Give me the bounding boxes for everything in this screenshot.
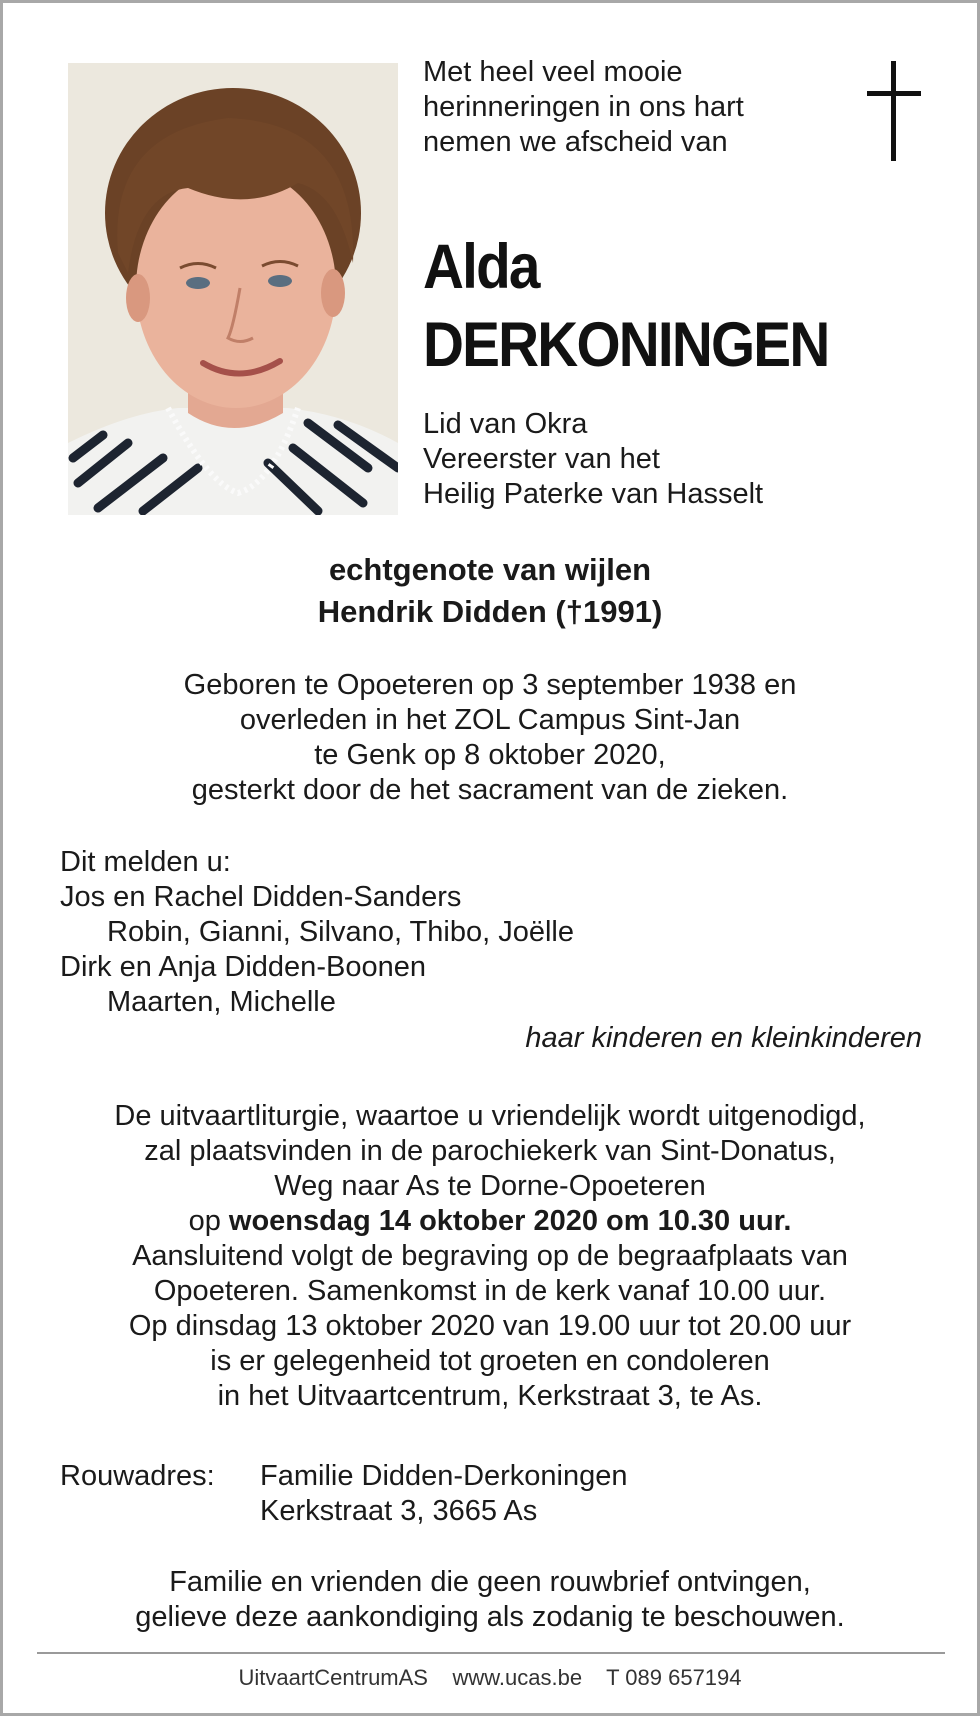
address-line: Familie Didden-Derkoningen <box>260 1460 628 1492</box>
birth-death-info <box>3 668 977 808</box>
footer-phone: T 089 657194 <box>606 1665 742 1690</box>
affiliation-line: Vereerster van het <box>423 443 660 475</box>
funeral-line: is er gelegenheid tot groeten en condoleren <box>210 1345 770 1377</box>
affiliation-line: Heilig Paterke van Hasselt <box>423 478 764 510</box>
family-name: Dirk en Anja Didden-Boonen <box>60 951 426 983</box>
intro-line: herinneringen in ons hart <box>423 91 744 123</box>
notification-heading: Dit melden u: <box>60 846 231 878</box>
birth-death-line: te Genk op 8 oktober 2020, <box>314 739 666 771</box>
intro-line: nemen we afscheid van <box>423 126 728 158</box>
address-line: Kerkstraat 3, 3665 As <box>260 1495 538 1527</box>
intro-text <box>423 55 744 160</box>
birth-death-line: Geboren te Opoeteren op 3 september 1938 en <box>183 669 797 701</box>
funeral-line: Aansluitend volgt de begraving op de begraafplaats van <box>132 1240 848 1272</box>
latin-cross-icon <box>865 61 925 161</box>
grandchildren-names: Maarten, Michelle <box>107 986 336 1018</box>
funeral-line: zal plaatsvinden in de parochiekerk van Sint-Donatus, <box>144 1135 836 1167</box>
intro-line: Met heel veel mooie <box>423 56 683 88</box>
last-name: DERKONINGEN <box>423 310 829 380</box>
spouse-line: echtgenote van wijlen <box>328 552 652 587</box>
grandchildren-names: Robin, Gianni, Silvano, Thibo, Joëlle <box>107 916 574 948</box>
portrait-photo <box>68 63 398 515</box>
closing-line: gelieve deze aankondiging als zodanig te beschouwen. <box>135 1601 845 1633</box>
family-name: Jos en Rachel Didden-Sanders <box>60 881 462 913</box>
birth-death-line: overleden in het ZOL Campus Sint-Jan <box>239 704 741 736</box>
funeral-line: De uitvaartliturgie, waartoe u vriendelijk wordt uitgenodigd, <box>114 1100 866 1132</box>
mourning-address <box>260 1459 628 1529</box>
spouse-info <box>3 549 977 633</box>
funeral-date-bold: woensdag 14 oktober 2020 om 10.30 uur. <box>228 1205 792 1237</box>
family-notification <box>60 845 574 1020</box>
footer-divider <box>37 1652 945 1654</box>
family-signoff: haar kinderen en kleinkinderen <box>525 1022 922 1054</box>
affiliations <box>423 407 763 512</box>
funeral-line: Op dinsdag 13 oktober 2020 van 19.00 uur tot 20.00 uur <box>128 1310 852 1342</box>
funeral-date-prefix: op <box>188 1205 229 1237</box>
address-label: Rouwadres: <box>60 1460 215 1492</box>
birth-death-line: gesterkt door de het sacrament van de zieken. <box>191 774 789 806</box>
spouse-name: Hendrik Didden (†1991) <box>317 594 663 629</box>
footer-website: www.ucas.be <box>452 1665 583 1690</box>
funeral-line: Weg naar As te Dorne-Opoeteren <box>274 1170 706 1202</box>
first-name: Alda <box>423 232 539 302</box>
affiliation-line: Lid van Okra <box>423 408 588 440</box>
closing-note <box>3 1565 977 1635</box>
funeral-line: in het Uitvaartcentrum, Kerkstraat 3, te As. <box>217 1380 763 1412</box>
funeral-date <box>3 1204 977 1239</box>
deceased-name <box>423 228 828 384</box>
funeral-info <box>3 1099 977 1414</box>
footer <box>3 1663 977 1693</box>
closing-line: Familie en vrienden die geen rouwbrief ontvingen, <box>169 1566 811 1598</box>
funeral-line: Opoeteren. Samenkomst in de kerk vanaf 10.00 uur. <box>153 1275 827 1307</box>
footer-org: UitvaartCentrumAS <box>238 1665 428 1690</box>
